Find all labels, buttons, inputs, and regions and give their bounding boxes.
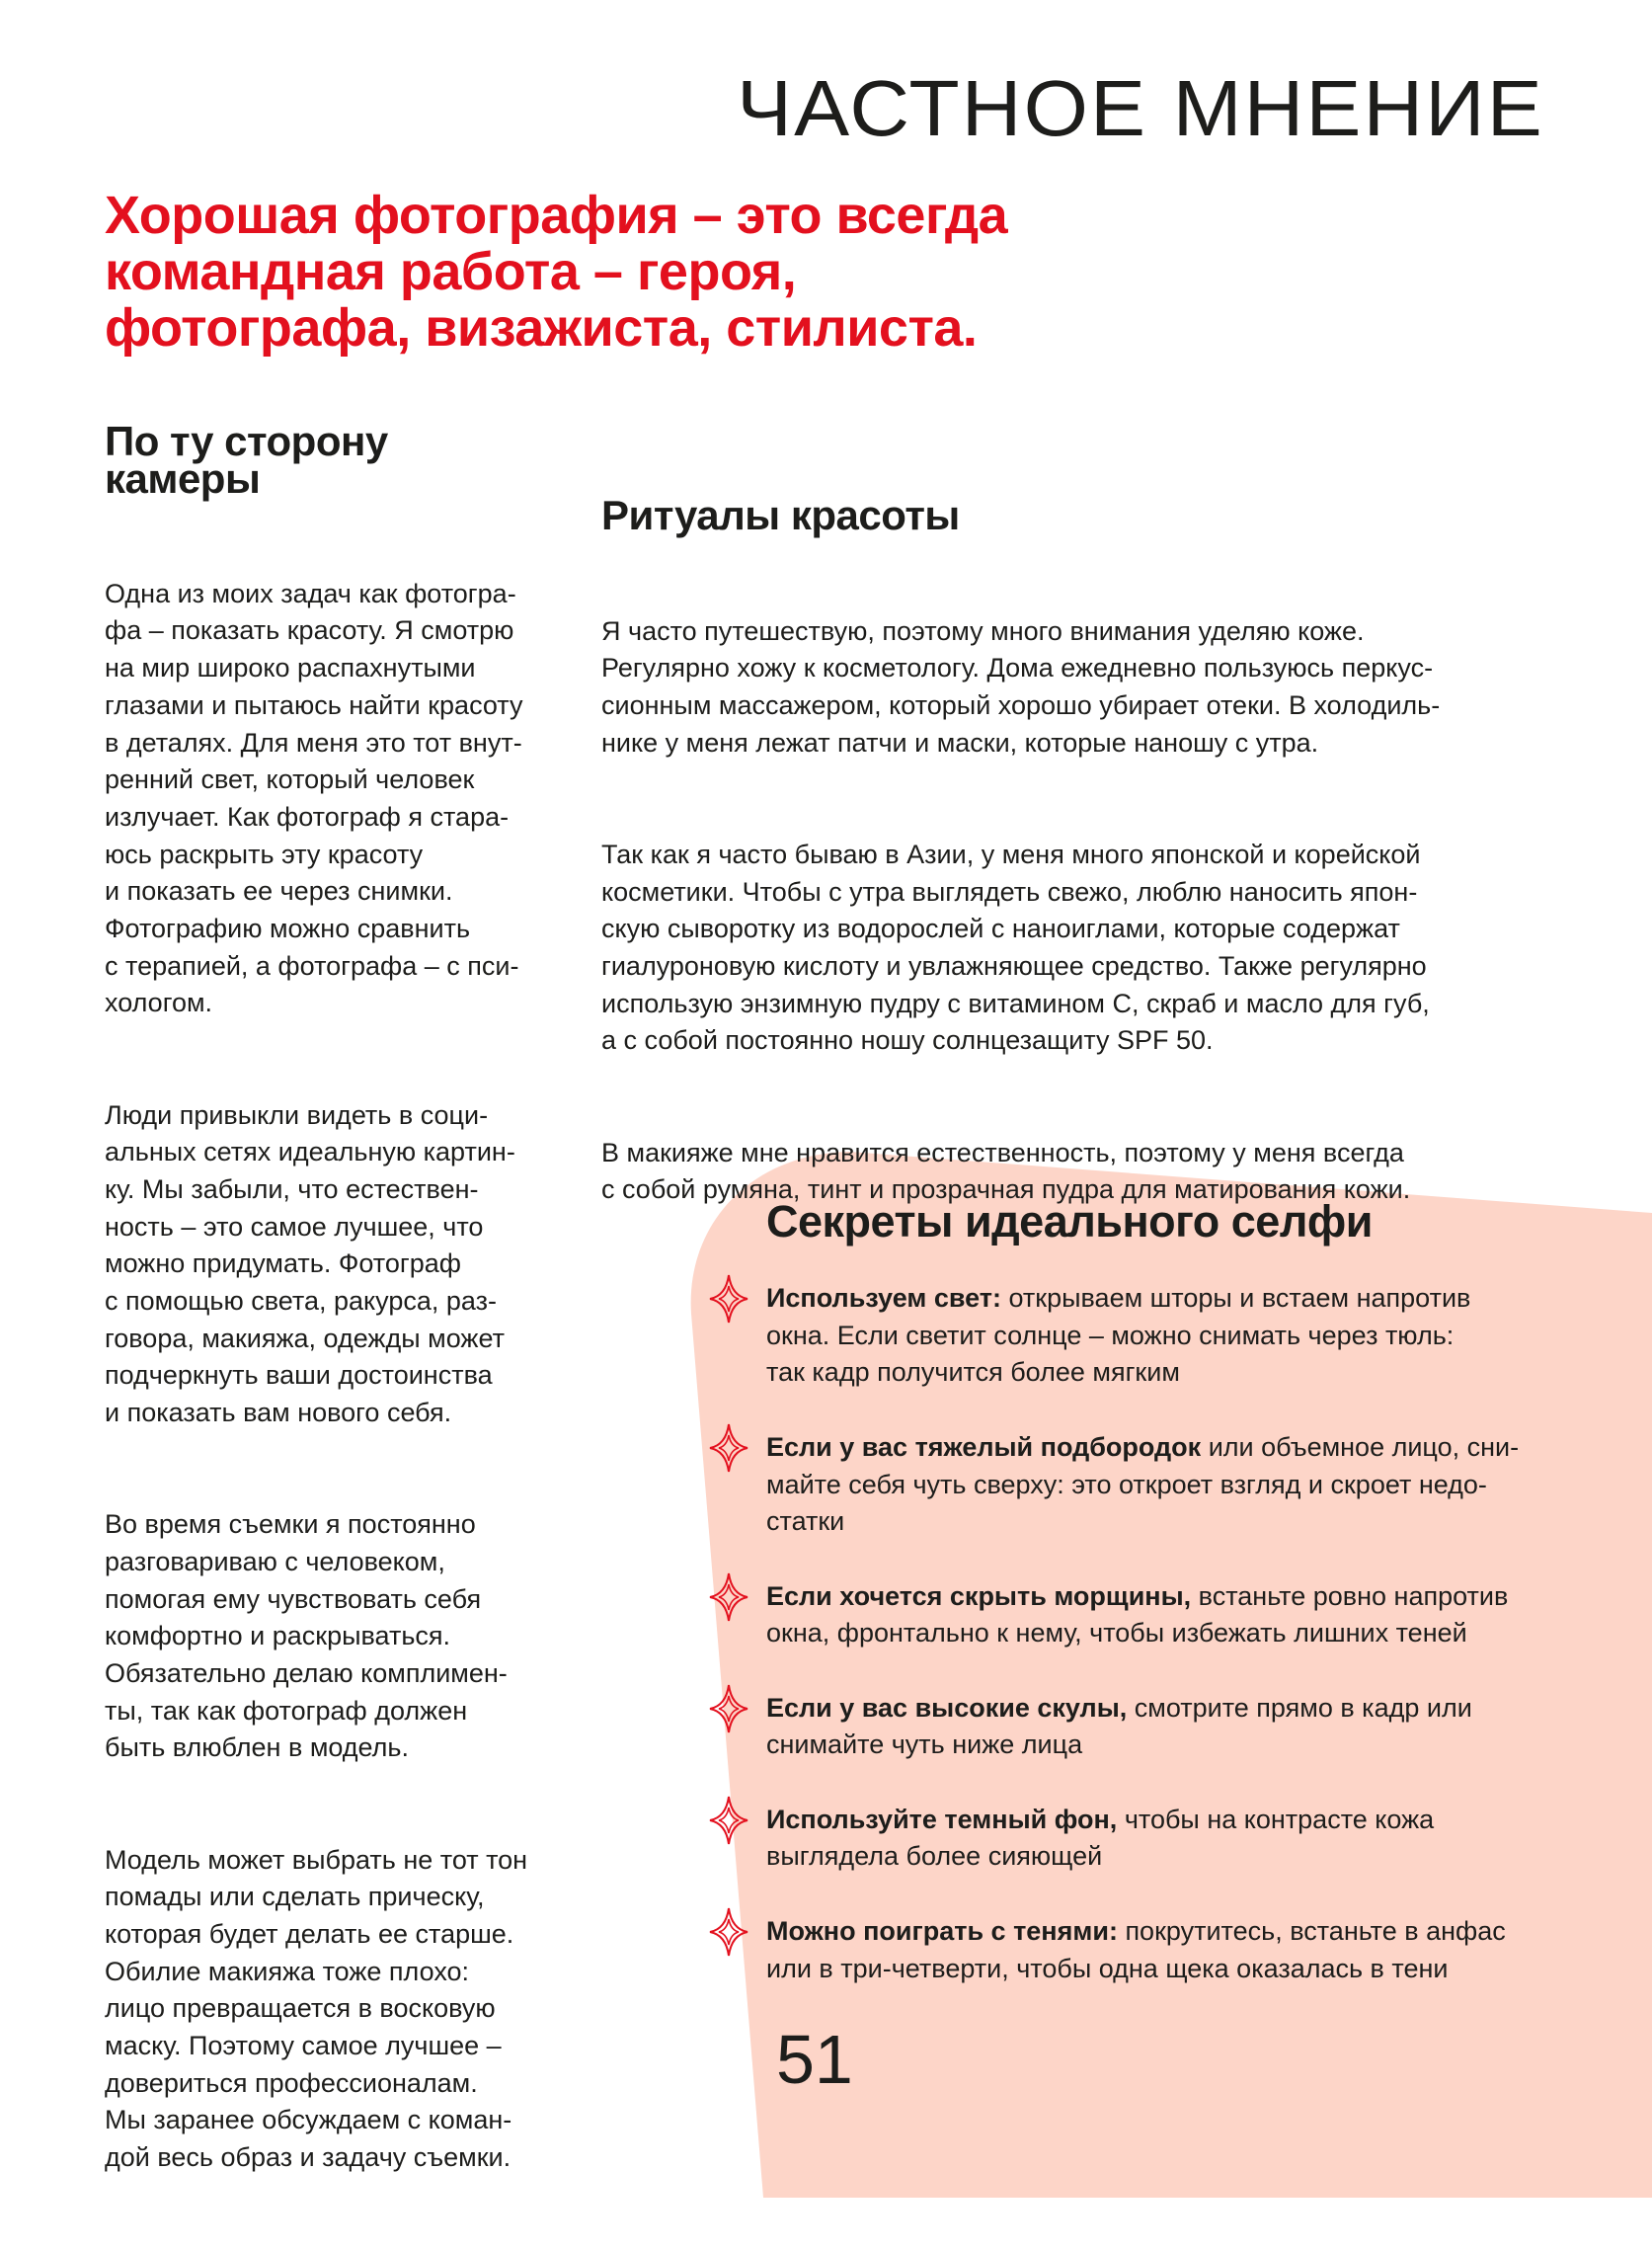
tip-lead: Если у вас высокие скулы, xyxy=(766,1692,1128,1723)
paragraph: Люди привыкли видеть в соци- альных сетях идеальную картин- ку. Мы забыли, что естествен- ность – это самое лучшее, что можно придумать. Фотограф с помощью света, ракурса, раз- говора, макияжа, одежды может подчеркнуть ваши достоинства и показать вам нового себя. xyxy=(105,1099,515,1428)
tip-text: чтобы на контрасте кожа выглядела более сияющей xyxy=(766,1804,1435,1872)
tip-lead: Можно поиграть с тенями: xyxy=(766,1915,1118,1946)
paragraph: Во время съемки я постоянно разговариваю с человеком, помогая ему чувствовать себя комфортно и раскрываться. Обязательно делаю комплимен- ты, так как фотограф должен быть влюблен в модель. xyxy=(105,1509,508,1763)
four-point-star-icon xyxy=(709,1907,748,1957)
left-column-body xyxy=(105,538,579,2251)
tip-text: встаньте ровно напротив окна, фронтально к нему, чтобы избежать лишних теней xyxy=(766,1580,1509,1648)
right-column-body xyxy=(601,576,1589,1283)
tip-lead: Если у вас тяжелый подбородок xyxy=(766,1431,1202,1462)
list-item xyxy=(766,1802,1606,1876)
tip-lead: Используйте темный фон, xyxy=(766,1804,1118,1834)
selfie-tips-list xyxy=(766,1280,1606,2025)
list-item xyxy=(766,1429,1606,1541)
list-item xyxy=(766,1913,1606,1987)
four-point-star-icon xyxy=(709,1274,748,1324)
tip-text: смотрите прямо в кадр или снимайте чуть ниже лица xyxy=(766,1692,1472,1760)
page-number: 51 xyxy=(776,2021,853,2098)
tip-text: открываем шторы и встаем напротив окна. Если светит солнце – можно снимать через тюль: так кадр получится более мягким xyxy=(766,1283,1471,1388)
tip-lead: Если хочется скрыть морщины, xyxy=(766,1580,1192,1611)
paragraph: Я часто путешествую, поэтому много внимания уделяю коже. Регулярно хожу к косметологу. Дома ежедневно пользуюсь перкус- сионным массажером, который хорошо убирает отеки. В холодиль- нике у меня лежат патчи и маски, которые наношу с утра. xyxy=(601,615,1441,758)
list-item xyxy=(766,1578,1606,1652)
paragraph: Одна из моих задач как фотогра- фа – показать красоту. Я смотрю на мир широко распахнутыми глазами и пытаюсь найти красоту в деталях. Для меня это тот внут- ренний свет, который человек излучает. Как фотограф я стара- юсь раскрыть эту красоту и показать ее через снимки. Фотографию можно сравнить с терапией, а фотографа – с пси- хологом. xyxy=(105,578,523,1018)
paragraph: Так как я часто бываю в Азии, у меня много японской и корейской косметики. Чтобы с утра выглядеть свежо, люблю наносить япон- скую сыворотку из водорослей с наноиглами, которые содержат гиалуроновую кислоту и увлажняющее средство. Также регулярно использую энзимную пудру с витамином С, скраб и масло для губ, а с собой постоянно ношу солнцезащиту SPF 50. xyxy=(601,839,1430,1056)
right-column-heading: Ритуалы красоты xyxy=(601,492,960,538)
tip-text: покрутитесь, встаньте в анфас или в три-четверти, чтобы одна щека оказалась в тени xyxy=(766,1915,1506,1983)
tip-lead: Используем свет: xyxy=(766,1283,1001,1313)
list-item xyxy=(766,1690,1606,1764)
four-point-star-icon xyxy=(709,1684,748,1733)
paragraph: В макияже мне нравится естественность, поэтому у меня всегда с собой румяна, тинт и прозрачная пудра для матирования кожи. xyxy=(601,1137,1411,1205)
four-point-star-icon xyxy=(709,1572,748,1622)
four-point-star-icon xyxy=(709,1423,748,1473)
selfie-tips-heading: Секреты идеального селфи xyxy=(766,1196,1373,1246)
paragraph: Модель может выбрать не тот тон помады или сделать прическу, которая будет делать ее старше. Обилие макияжа тоже плохо: лицо превращается в восковую маску. Поэтому самое лучшее – довериться профессионалам. Мы заранее обсуждаем с коман- дой весь образ и задачу съемки. xyxy=(105,1844,528,2173)
four-point-star-icon xyxy=(709,1796,748,1845)
list-item xyxy=(766,1280,1606,1392)
headline: Хорошая фотография – это всегда командная работа – героя, фотографа, визажиста, стилиста. xyxy=(105,186,1008,358)
left-column-heading: По ту сторону камеры xyxy=(105,418,388,502)
tip-text: или объемное лицо, сни- майте себя чуть сверху: это откроет взгляд и скроет недо- статки xyxy=(766,1431,1520,1537)
section-title: ЧАСТНОЕ МНЕНИЕ xyxy=(737,64,1544,152)
